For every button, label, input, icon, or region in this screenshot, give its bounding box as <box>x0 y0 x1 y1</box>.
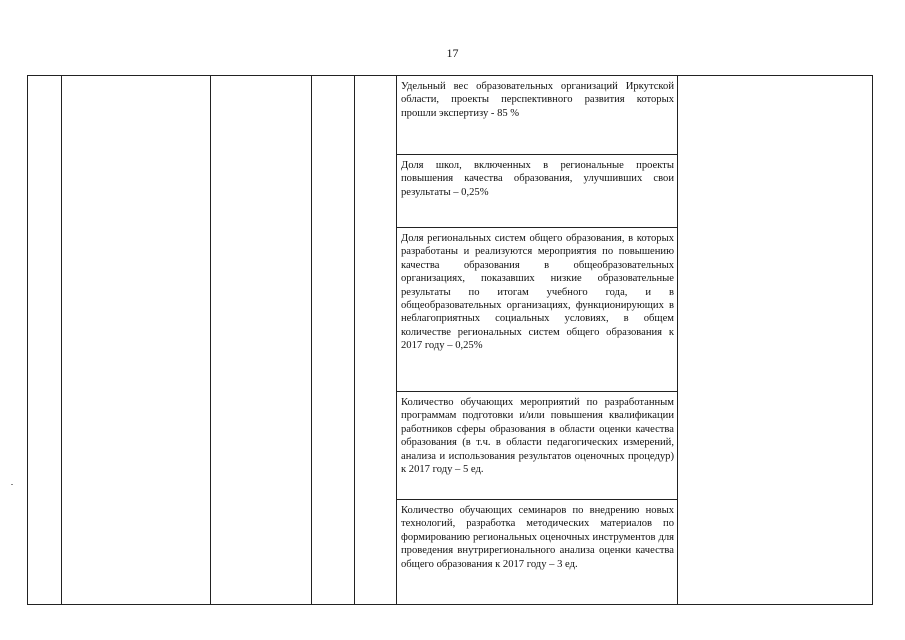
program-table <box>27 75 873 605</box>
indicator-cell: Доля региональных систем общего образования, в которых разработаны и реализуются мероприятия по повышению качества образования в общеобразовательных организациях, показавших низкие образовательные результаты по итогам учебного года, и в общеобразовательных организациях, функционирующих в неблагоприятных социальных условиях, в общем количестве региональных систем общего образования к 2017 году – 0,25% <box>397 228 678 392</box>
margin-mark <box>11 484 13 485</box>
indicator-cell: Количество обучающих семинаров по внедрению новых технологий, разработка методических материалов по формированию региональных оценочных инструментов для проведения внутрирегионального анализа оценки качества общего образования к 2017 году – 3 ед. <box>397 500 678 605</box>
table-cell-notes <box>678 76 873 605</box>
table-cell-start-year <box>312 76 355 605</box>
page-number: 17 <box>446 46 459 60</box>
table-row <box>28 76 873 155</box>
table-cell-executor <box>211 76 312 605</box>
table-cell-end-year <box>355 76 397 605</box>
table-cell-number <box>28 76 62 605</box>
indicator-cell: Доля школ, включенных в региональные проекты повышения качества образования, улучшивших свои результаты – 0,25% <box>397 155 678 228</box>
indicator-cell: Количество обучающих мероприятий по разработанным программам подготовки и/или повышения квалификации работников сферы образования в области оценки качества образования (в т.ч. в области педагогических измерений, анализа и использования результатов оценочных процедур) к 2017 году – 5 ед. <box>397 392 678 500</box>
table-cell-task <box>62 76 211 605</box>
indicator-cell: Удельный вес образовательных организаций Иркутской области, проекты перспективного развития которых прошли экспертизу - 85 % <box>397 76 678 155</box>
